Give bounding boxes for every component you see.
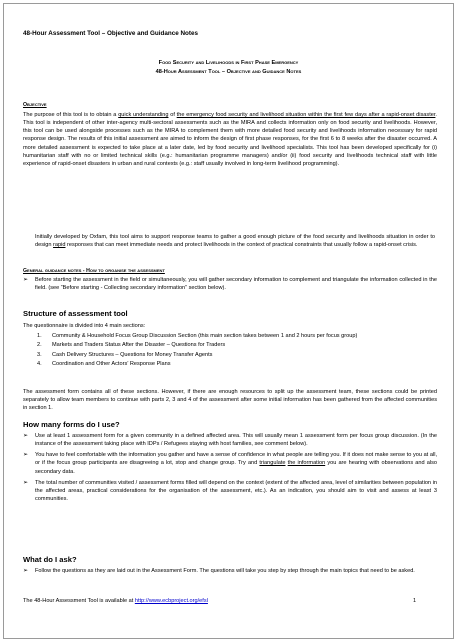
- list-item: [23, 451, 437, 475]
- page-header-title: 48-Hour Assessment Tool – Objective and Guidance Notes: [23, 30, 198, 37]
- arrow-bullet-icon: ➢: [23, 479, 29, 486]
- text-run: The purpose of this tool is to obtain a: [23, 112, 119, 118]
- bullet-text: Before starting the assessment in the field or simultaneously, you will gather secondary information to complement and triangulate the information collected in the field. (see “Before starting - Collecting secondary information” section below).: [35, 277, 437, 292]
- structure-after-paragraph: The assessment form contains all of these sections. However, if there are enough resources to split up the assessment team, these sections could be printed separately to allow team members to continue with parts 2, 3 and 4 of the assessment after some initial information has been gathered from the affected communities in section 1.: [23, 389, 437, 412]
- text-run: . This tool is independent of other inter-agency multi-sectoral assessments such as the MIRA and collects information only on food security and livelihoods. However, this tool can be used alongside processes such as the MIRA to complement them with more detailed food security and livelihoods information necessary for rapid response design. The results of this initial assessment are aimed to inform the design of first phase responses, for the first 6 to 8 weeks after the disaster occurred. A more detailed assessment is expected to take place at a later date, led by food security and livelihood specialists. This tool has been developed specifically for (i) humanitarian staff with no or limited technical skills (e.g.: humanitarian programme managers) and/or (ii) food security and livelihoods technical staff with little experience of rapid-onset disasters in urban and rural contexts (e.g.: staff usually involved in long-term livelihood programming).: [23, 112, 437, 167]
- text-run: you are hearing with observations and also secondary data.: [35, 460, 437, 475]
- page-number: 1: [413, 598, 417, 604]
- item-text: Community & Household Focus Group Discussion Section (this main section takes between 1 and 2 hours per focus group): [52, 333, 358, 339]
- item-text: Markets and Traders Status After the Disaster – Questions for Traders: [52, 342, 226, 349]
- item-text: Coordination and Other Actors’ Response Plans: [52, 360, 171, 367]
- footer-link[interactable]: http://www.ecbproject.org/efsl: [134, 598, 208, 604]
- list-item: [23, 351, 437, 360]
- underlined-text: the emergency food security and livelihood situation within the first few days after a rapid-onset disaster: [176, 112, 436, 118]
- underlined-text: the information: [287, 460, 326, 467]
- text-run: You have to feel comfortable with the information you gather and have a sense of confidence in what people are telling you. If it does not make sense to you at all, or if the focus group participants are disagreeing a lot, stop and change group. Try and: [35, 452, 437, 467]
- subtitle-line-1: Food Security and Livelihoods in First Phase Emergency: [158, 60, 299, 66]
- item-number: 2.: [37, 342, 42, 349]
- item-number: 3.: [37, 351, 42, 358]
- underlined-text: triangulate: [259, 460, 286, 467]
- list-item: [23, 360, 437, 369]
- bullet-text: The total number of communities visited / assessment forms filled will depend on the context (extent of the affected area, level of similarities between population in the affected areas, practical considerations for the organisation of the assessment, etc.). As an indication, you should aim to visit and assess at least 3 communities.: [35, 479, 437, 503]
- list-item: [23, 479, 437, 503]
- text-run: Initially developed by Oxfam, this tool aims to support response teams to gather a good enough picture of the food security and livelihoods situation in order to design: [35, 234, 435, 249]
- arrow-bullet-icon: ➢: [23, 452, 29, 459]
- bullet-text: Follow the questions as they are laid out in the Assessment Form. The questions will take you step by step through the main topics that need to be asked.: [35, 568, 415, 574]
- text-run: of: [168, 112, 177, 118]
- sections-numbered-list: [23, 332, 437, 369]
- document-page: [3, 3, 454, 639]
- how-many-forms-heading: How many forms do I use?: [23, 420, 120, 429]
- how-many-bullet-list: [23, 432, 437, 506]
- text-run: responses that can meet immediate needs and protect livelihoods in the context of practical constraints that usually follow a rapid-onset crisis.: [65, 242, 418, 249]
- structure-heading: Structure of assessment tool: [23, 309, 128, 318]
- general-guidance-heading: General guidance notes - How to organise the assessment: [23, 268, 165, 274]
- underlined-text: quick understanding: [118, 112, 169, 118]
- page-footer: [23, 598, 208, 604]
- arrow-bullet-icon: ➢: [23, 277, 29, 283]
- item-number: 4.: [37, 360, 42, 367]
- arrow-bullet-icon: ➢: [23, 433, 29, 439]
- list-item: [23, 432, 437, 448]
- list-item: [23, 341, 437, 350]
- what-do-i-ask-heading: What do I ask?: [23, 555, 77, 564]
- what-ask-bullet-list: [23, 567, 437, 578]
- list-item: [23, 276, 437, 292]
- oxfam-paragraph: [35, 233, 435, 249]
- underlined-text: rapid: [53, 242, 66, 249]
- objective-heading: Objective: [23, 102, 47, 108]
- bullet-text: Use at least 1 assessment form for a given community in a defined affected area. This will usually mean 1 assessment form per focus group discussion. (In the instance of the assessment taking place with IDPs / Refugees staying with host families, see comment below).: [35, 433, 437, 448]
- item-text: Cash Delivery Structures – Questions for Money Transfer Agents: [52, 351, 213, 358]
- footer-text: The 48-Hour Assessment Tool is available at: [23, 598, 135, 604]
- item-number: 1.: [37, 333, 42, 339]
- arrow-bullet-icon: ➢: [23, 568, 29, 574]
- structure-intro: The questionnaire is divided into 4 main sections:: [23, 323, 146, 329]
- list-item: [23, 332, 437, 341]
- guidance-bullet-list: [23, 276, 437, 295]
- list-item: [23, 567, 437, 575]
- objective-paragraph: [23, 111, 437, 168]
- subtitle-line-2: 48-Hour Assessment Tool – Objective and Guidance Notes: [155, 69, 302, 75]
